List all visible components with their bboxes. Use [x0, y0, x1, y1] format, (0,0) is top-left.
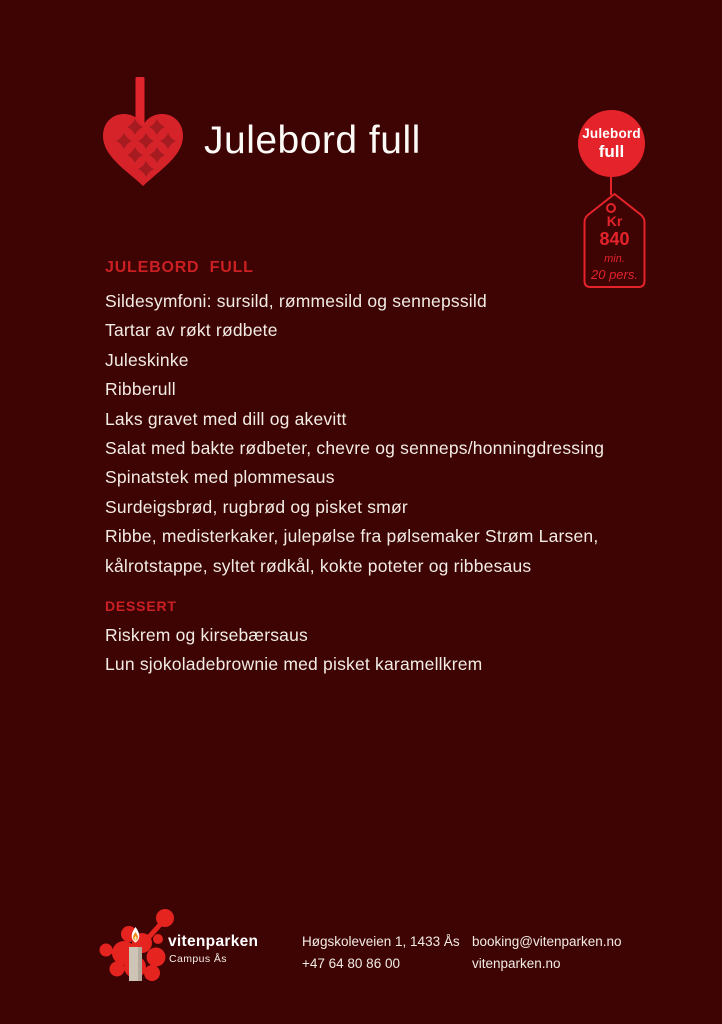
dessert-item-line: Riskrem og kirsebærsaus [105, 625, 308, 646]
footer-phone: +47 64 80 86 00 [302, 956, 400, 971]
price-currency: Kr [606, 213, 623, 229]
dessert-item-line: Lun sjokoladebrownie med pisket karamellkrem [105, 654, 483, 675]
footer-email-link[interactable]: booking@vitenparken.no [472, 934, 622, 949]
footer-address: Høgskoleveien 1, 1433 Ås [302, 934, 460, 949]
price-badge-line2: full [598, 141, 625, 161]
price-persons-label: 20 pers. [591, 267, 638, 282]
menu-item-line: Tartar av røkt rødbete [105, 320, 278, 341]
footer-website-link[interactable]: vitenparken.no [472, 956, 561, 971]
menu-item-line: kålrotstappe, syltet rødkål, kokte poteter og ribbesaus [105, 555, 532, 576]
menu-item-line: Laks gravet med dill og akevitt [105, 408, 347, 429]
footer-contact-column [302, 931, 460, 975]
menu-body [105, 259, 665, 680]
brand-campus: Campus Ås [169, 953, 227, 965]
brand-name: vitenparken [168, 933, 259, 950]
menu-item-list [105, 287, 665, 581]
menu-item-line: Spinatstek med plommesaus [105, 467, 335, 488]
menu-item-line: Juleskinke [105, 349, 189, 370]
price-badge [578, 110, 645, 177]
menu-item-line: Salat med bakte rødbeter, chevre og senneps/honningdressing [105, 438, 605, 459]
dessert-section-title: DESSERT [105, 598, 177, 615]
price-min-label: min. [604, 253, 625, 265]
page-title: Julebord full [204, 119, 421, 162]
price-amount: 840 [599, 229, 630, 249]
woven-heart-icon [98, 70, 188, 192]
menu-section-title: JULEBORD FULL [105, 259, 254, 276]
price-badge-line1: Julebord [582, 125, 641, 141]
menu-item-line: Sildesymfoni: sursild, rømmesild og sennepssild [105, 291, 487, 311]
menu-item-line: Surdeigsbrød, rugbrød og pisket smør [105, 496, 408, 517]
dessert-item-list [105, 621, 665, 680]
menu-item-line: Ribbe, medisterkaker, julepølse fra pølsemaker Strøm Larsen, [105, 526, 599, 547]
footer-online-column [472, 931, 622, 975]
menu-item-line: Ribberull [105, 379, 176, 400]
